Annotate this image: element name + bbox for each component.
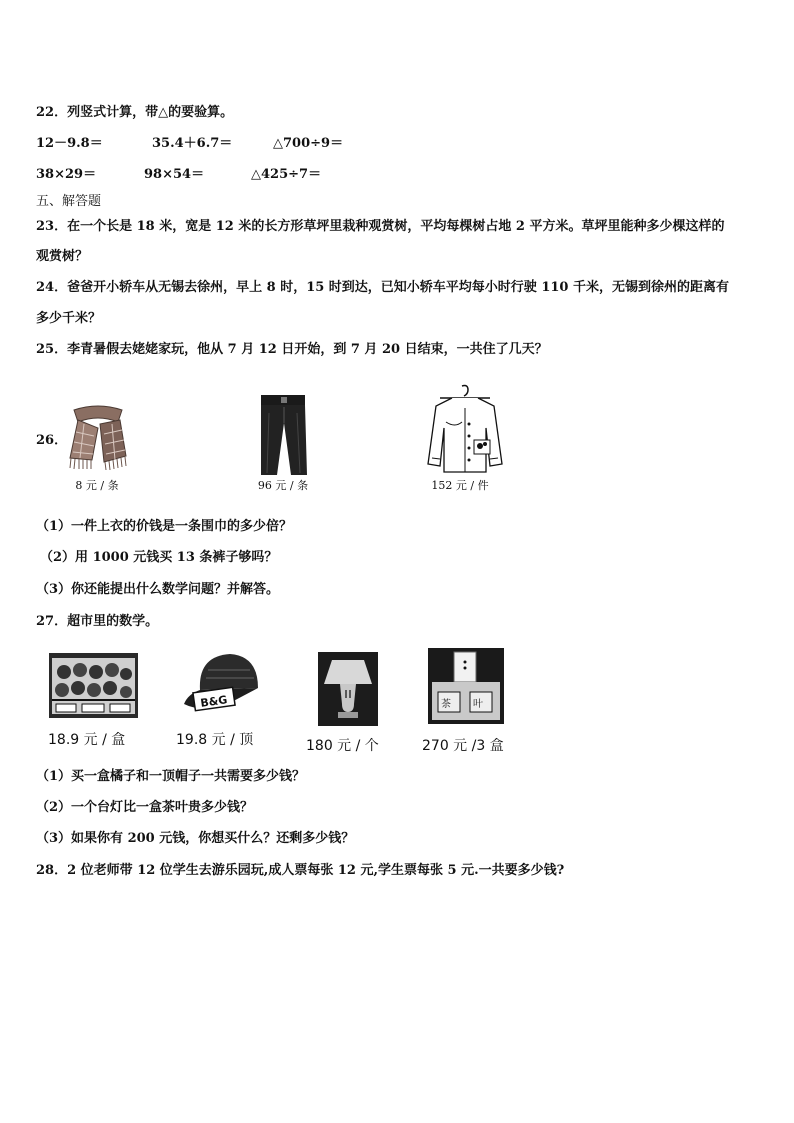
tea-box-price: 270 元 /3 盒 [422, 738, 504, 754]
q23-line2: 观赏树？ [36, 249, 89, 264]
cap-icon [180, 650, 266, 718]
scarf-price: 8 元 / 条 [75, 479, 119, 492]
q25-text: 25．李青暑假去姥姥家玩，他从 7 月 12 日开始，到 7 月 20 日结束，一共住了几天？ [36, 342, 548, 357]
q27-sub3: （3）如果你有 200 元钱，你想买什么？还剩多少钱？ [36, 831, 355, 846]
lamp-price: 180 元 / 个 [306, 738, 379, 754]
section-heading: 五、解答题 [36, 194, 102, 209]
q22-expr-6: △425÷7＝ [251, 167, 322, 182]
q22-expr-4: 38×29＝ [36, 167, 97, 182]
scarf-icon [64, 402, 130, 470]
cap-price: 19.8 元 / 顶 [176, 732, 254, 748]
tea-box-icon [428, 648, 504, 724]
q23-line1: 23．在一个长是 18 米，宽是 12 米的长方形草坪里栽种观赏树，平均每棵树占地 2 平方米。草坪里能种多少棵这样的 [36, 219, 725, 234]
jacket-price: 152 元 / 件 [431, 479, 489, 492]
jacket-icon [422, 384, 508, 474]
q27-title: 27．超市里的数学。 [36, 614, 159, 629]
q26-number: 26． [36, 433, 68, 448]
q26-sub3: （3）你还能提出什么数学问题？并解答。 [36, 582, 280, 597]
q24-line2: 多少千米？ [36, 311, 102, 326]
q27-sub2: （2）一个台灯比一盒茶叶贵多少钱？ [36, 800, 254, 815]
q24-line1: 24．爸爸开小轿车从无锡去徐州，早上 8 时，15 时到达，已知小轿车平均每小时行驶 110 千米，无锡到徐州的距离有 [36, 280, 729, 295]
svg-text:B&G: B&G [199, 693, 229, 710]
q22-expr-3: △700÷9＝ [273, 136, 344, 151]
trousers-icon [255, 393, 311, 477]
q26-sub2: （2）用 1000 元钱买 13 条裤子够吗？ [40, 550, 278, 565]
orange-box-price: 18.9 元 / 盒 [48, 732, 126, 748]
lamp-icon [318, 652, 378, 726]
q22-expr-5: 98×54＝ [144, 167, 205, 182]
q22-title: 22．列竖式计算，带△的要验算。 [36, 105, 234, 120]
q27-sub1: （1）买一盒橘子和一顶帽子一共需要多少钱？ [36, 769, 306, 784]
orange-box-icon [48, 652, 139, 719]
q22-expr-1: 12－9.8＝ [36, 136, 103, 151]
q28-text: 28．2 位老师带 12 位学生去游乐园玩,成人票每张 12 元,学生票每张 5 元.一共要多少钱? [36, 863, 565, 878]
svg-text:叶: 叶 [473, 699, 483, 710]
trousers-price: 96 元 / 条 [257, 479, 309, 492]
svg-text:茶: 茶 [441, 699, 451, 710]
q26-sub1: （1）一件上衣的价钱是一条围巾的多少倍？ [36, 519, 293, 534]
q22-expr-2: 35.4＋6.7＝ [152, 136, 233, 151]
